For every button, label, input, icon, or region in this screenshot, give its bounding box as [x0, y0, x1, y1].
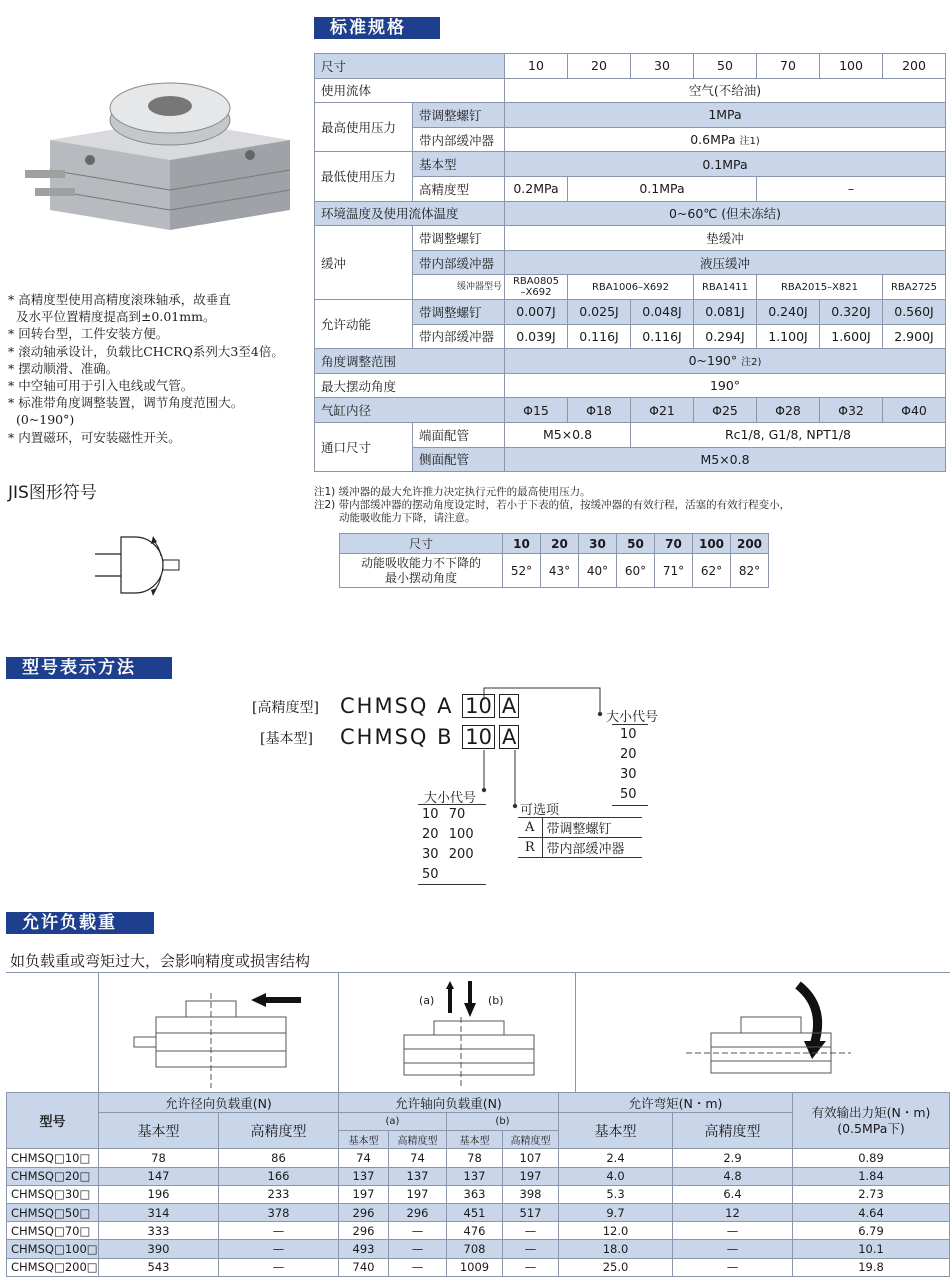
cell: 允许轴向负载重(N) — [339, 1093, 559, 1113]
cell: Φ40 — [883, 398, 946, 423]
cell: 基本型 — [559, 1113, 673, 1149]
cell: 允许径向负载重(N) — [99, 1093, 339, 1113]
cell: 0.560J — [883, 299, 946, 324]
cell: 82° — [731, 554, 769, 588]
cell: 带内部缓冲器 — [413, 250, 505, 275]
cell: 100 — [820, 54, 883, 79]
cell: 带调整螺钉 — [413, 299, 505, 324]
cell: 190° — [505, 373, 946, 398]
cell: 允许弯矩(N・m) — [559, 1093, 793, 1113]
size-code-label-a: 大小代号 — [606, 710, 659, 725]
table-row: CHMSQ□100□ 390 — 493 — 708 — 18.0 — 10.1 — [7, 1240, 950, 1258]
section-title-load: 允许负载重 — [6, 912, 154, 934]
note-1: 注1) 缓冲器的最大允许推力决定执行元件的最高使用压力。 — [314, 486, 591, 498]
feature-item: * 高精度型使用高精度滚珠轴承，故垂直 — [8, 292, 231, 307]
cell: 1MPa — [505, 103, 946, 128]
cell: 2.900J — [883, 324, 946, 349]
cell: 100 — [693, 534, 731, 554]
cell: 0.294J — [694, 324, 757, 349]
cell: 70 — [655, 534, 693, 554]
load-table — [6, 1092, 950, 1277]
axial-load-diagram — [376, 977, 536, 1089]
size-code-list-b: 10 70 20 100 30 200 50 — [418, 804, 486, 885]
cell: 0.039J — [505, 324, 568, 349]
load-subtitle: 如负载重或弯矩过大，会影响精度或损害结构 — [10, 952, 311, 970]
cell: 高精度型 — [413, 176, 505, 201]
cell: 0.1MPa — [568, 176, 757, 201]
cell: 缓冲 — [315, 226, 413, 300]
cell: (b) — [447, 1113, 559, 1131]
cell: RBA2725 — [883, 275, 946, 300]
cell: 70 — [757, 54, 820, 79]
cell: 液压缓冲 — [505, 250, 946, 275]
table-row: CHMSQ□30□ 196 233 197 197 363 398 5.3 6.4 2.73 — [7, 1185, 950, 1203]
cell: 30 — [631, 54, 694, 79]
cell: 带内部缓冲器 — [413, 127, 505, 152]
cell: 垫缓冲 — [505, 226, 946, 251]
cell: 高精度型 — [503, 1131, 559, 1149]
cell: 型号 — [7, 1093, 99, 1149]
cell: 200 — [883, 54, 946, 79]
size-label: 尺寸 — [315, 54, 505, 79]
cell: Φ28 — [757, 398, 820, 423]
moment-diagram — [686, 977, 856, 1089]
cell: 缓冲器型号 — [413, 275, 505, 300]
feature-item: * 滚动轴承设计，负载比CHCRQ系列大3至4倍。 — [8, 343, 284, 359]
cell: (a) — [339, 1113, 447, 1131]
cell: 0.048J — [631, 299, 694, 324]
option-label: 可选项 — [520, 803, 560, 818]
cell: 带调整螺钉 — [413, 226, 505, 251]
cell: 1.100J — [757, 324, 820, 349]
table-row: CHMSQ□50□ 314 378 296 296 451 517 9.7 12 4.64 — [7, 1203, 950, 1221]
cell: 43° — [541, 554, 579, 588]
cell: 基本型 — [447, 1131, 503, 1149]
cell: 侧面配管 — [413, 447, 505, 472]
cell: 200 — [731, 534, 769, 554]
cell: 71° — [655, 554, 693, 588]
cell: 0~190° 注2) — [505, 349, 946, 374]
basic-label: [基本型] — [260, 731, 313, 747]
cell: 50 — [617, 534, 655, 554]
cell: 基本型 — [339, 1131, 389, 1149]
cell: 0.007J — [505, 299, 568, 324]
cell: 角度调整范围 — [315, 349, 505, 374]
size-code-label-b: 大小代号 — [424, 791, 477, 806]
cell: RBA2015–X821 — [757, 275, 883, 300]
note-2-cont: 动能吸收能力下降，请注意。 — [339, 512, 476, 524]
cell: 允许动能 — [315, 299, 413, 348]
feature-item: * 标准带角度调整装置，调节角度范围大。 — [8, 395, 244, 411]
cell: 0.6MPa 注1) — [505, 127, 946, 152]
cell: 通口尺寸 — [315, 422, 413, 471]
cell: 高精度型 — [219, 1113, 339, 1149]
cell: M5×0.8 — [505, 447, 946, 472]
cell: 0.116J — [631, 324, 694, 349]
load-diagram-row — [6, 972, 950, 1092]
cell: 最大摆动角度 — [315, 373, 505, 398]
feature-item: 及水平位置精度提高到±0.01mm。 — [15, 309, 216, 325]
cell: 10 — [505, 54, 568, 79]
jis-title: JIS图形符号 — [8, 483, 97, 503]
cell: 0.081J — [694, 299, 757, 324]
basic-code: CHMSQ B 10 A — [340, 725, 519, 749]
cell: 0.2MPa — [505, 176, 568, 201]
note-2: 注2) 带内部缓冲器的摆动角度设定时，若小于下表的值，按缓冲器的有效行程，活塞的有效行程变小， — [314, 499, 791, 511]
cell: 基本型 — [99, 1113, 219, 1149]
cell: 气缸内径 — [315, 398, 505, 423]
cell: 环境温度及使用流体温度 — [315, 201, 505, 226]
cell: – — [757, 176, 946, 201]
cell: 尺寸 — [340, 534, 503, 554]
cell: Φ18 — [568, 398, 631, 423]
cell: 高精度型 — [673, 1113, 793, 1149]
radial-load-diagram — [116, 993, 316, 1088]
table-row: CHMSQ□10□ 78 86 74 74 78 107 2.4 2.9 0.89 — [7, 1149, 950, 1167]
cell: RBA1411 — [694, 275, 757, 300]
cell: 0.116J — [568, 324, 631, 349]
section-title-model: 型号表示方法 — [6, 657, 172, 679]
cell: Φ32 — [820, 398, 883, 423]
hp-label: [高精度型] — [252, 700, 319, 716]
feature-item: * 内置磁环，可安装磁性开关。 — [8, 429, 181, 445]
cell: 基本型 — [413, 152, 505, 177]
cell: Φ21 — [631, 398, 694, 423]
cell: 端面配管 — [413, 422, 505, 447]
cell: 带调整螺钉 — [413, 103, 505, 128]
cell: 动能吸收能力不下降的 最小摆动角度 — [340, 554, 503, 588]
cell: RBA0805 –X692 — [505, 275, 568, 300]
cell: 有效输出力矩(N・m) (0.5MPa下) — [793, 1093, 950, 1149]
cell: 10 — [503, 534, 541, 554]
section-title-spec: 标准规格 — [314, 17, 440, 39]
cell: 20 — [541, 534, 579, 554]
cell: 50 — [694, 54, 757, 79]
cell: Φ25 — [694, 398, 757, 423]
table-row: CHMSQ□20□ 147 166 137 137 137 197 4.0 4.8 1.84 — [7, 1167, 950, 1185]
cell: 0.1MPa — [505, 152, 946, 177]
cell: 40° — [579, 554, 617, 588]
cell: 空气(不给油) — [505, 78, 946, 103]
cell: 最低使用压力 — [315, 152, 413, 201]
cell: 52° — [503, 554, 541, 588]
cell: 0.025J — [568, 299, 631, 324]
arrow-a-label: (a) — [419, 994, 435, 1007]
cell: 30 — [579, 534, 617, 554]
cell: Φ15 — [505, 398, 568, 423]
table-row: CHMSQ□200□ 543 — 740 — 1009 — 25.0 — 19.8 — [7, 1258, 950, 1276]
feature-item: * 回转台型，工件安装方便。 — [8, 326, 169, 342]
cell: Rc1/8, G1/8, NPT1/8 — [631, 422, 946, 447]
feature-item: (0~190°) — [15, 412, 75, 428]
cell: 带内部缓冲器 — [413, 324, 505, 349]
feature-item: * 中空轴可用于引入电线或气管。 — [8, 378, 194, 394]
cell: 使用流体 — [315, 78, 505, 103]
cell: 最高使用压力 — [315, 103, 413, 152]
cell: 0~60℃ (但未冻结) — [505, 201, 946, 226]
size-code-list-a: 10 20 30 50 — [612, 724, 648, 806]
cell: M5×0.8 — [505, 422, 631, 447]
cell: 62° — [693, 554, 731, 588]
feature-item: * 摆动顺滑、准确。 — [8, 360, 119, 376]
cell: 20 — [568, 54, 631, 79]
cell: 0.240J — [757, 299, 820, 324]
cell: 1.600J — [820, 324, 883, 349]
cell: 0.320J — [820, 299, 883, 324]
table-row: CHMSQ□70□ 333 — 296 — 476 — 12.0 — 6.79 — [7, 1222, 950, 1240]
cell: 高精度型 — [389, 1131, 447, 1149]
hp-code: CHMSQ A 10 A — [340, 694, 519, 718]
cell: RBA1006–X692 — [568, 275, 694, 300]
option-table: A 带调整螺钉 R 带内部缓冲器 — [518, 817, 642, 858]
cell: 60° — [617, 554, 655, 588]
arrow-b-label: (b) — [488, 994, 504, 1007]
